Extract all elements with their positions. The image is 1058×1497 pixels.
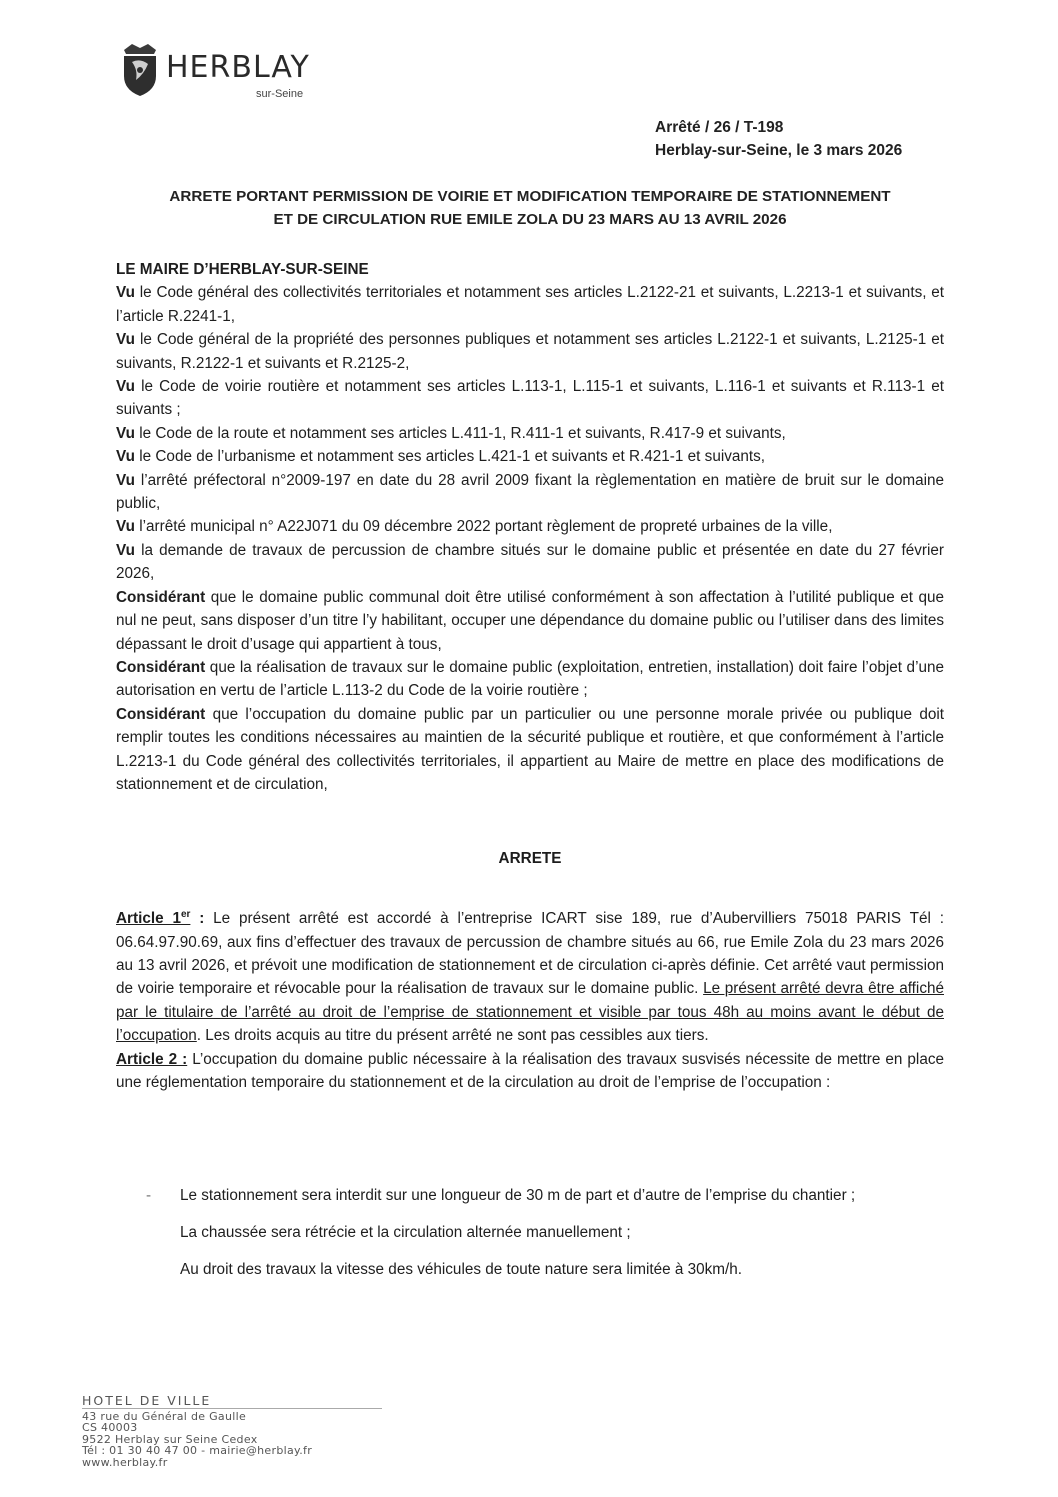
article-2-text: L’occupation du domaine public nécessaire à la réalisation des travaux susvisés nécessite de mettre en place une réglementation temporaire du stationnement et de la circulation au droit de l’emprise de l’occupation : (116, 1050, 944, 1091)
preamble-item (116, 703, 944, 797)
preamble-item (116, 281, 944, 328)
measure-item (146, 1220, 946, 1245)
preamble-item-lead: Vu (116, 378, 135, 396)
footer-line: 43 rue du Général de Gaulle (82, 1409, 247, 1423)
measure-item (146, 1183, 946, 1208)
crest-icon (118, 40, 162, 98)
preamble-item (116, 375, 944, 422)
measure-text: La chaussée sera rétrécie et la circulation alternée manuellement ; (180, 1224, 631, 1241)
footer-address (82, 1395, 382, 1468)
preamble-item (116, 656, 944, 703)
logo-subtitle: sur-Seine (256, 88, 304, 100)
articles (116, 903, 944, 1094)
arrete-reference: Arrêté / 26 / T-198 (655, 119, 784, 136)
preamble-item-text: le Code général de la propriété des personnes publiques et notamment ses articles L.2122-1 et suivants, L.2125-1 et suivants, R.2122-1 et suivants et R.2125-2, (116, 331, 944, 372)
maire-heading: LE MAIRE D’HERBLAY-SUR-SEINE (116, 261, 369, 278)
preamble-item-lead: Vu (116, 331, 135, 349)
article-1-display-notice: Le présent arrêté devra être affiché par le titulaire de l’arrêté au droit de l’emprise de stationnement et visible par tous 48h au moins avant le début de l’occupation (116, 980, 944, 1045)
logo-name: HERBLAY (166, 50, 310, 85)
place-date: Herblay-sur-Seine, le 3 mars 2026 (655, 142, 903, 159)
preamble-item-text: l’arrêté municipal n° A22J071 du 09 décembre 2022 portant règlement de propreté urbaines de la ville, (134, 518, 833, 536)
measure-bullet: - (146, 1187, 152, 1204)
preamble-list (116, 281, 944, 796)
reference-block (655, 116, 902, 162)
preamble (116, 258, 944, 796)
preamble-item-lead: Vu (116, 448, 135, 466)
preamble-item-lead: Vu (116, 518, 135, 536)
article-1: Article 1er : Le présent arrêté est accordé à l’entreprise ICART sise 189, rue d’Aubervilliers 75018 PARIS Tél : 06.64.97.90.69, aux fins d’effectuer des travaux de percussion de chambre situés au 66, rue Emile Zola du 23 mars 2026 au 13 avril 2026, et prévoit une modification de stationnement et de circulation ci-après définie. Cet arrêté vaut permission de voirie temporaire et révocable pour la réalisation de travaux sur le domaine public. Le présent arrêté devra être affiché par le titulaire de l’arrêté au droit de l’emprise de stationnement et visible par tous 48h au moins avant le début de l’occupation. Les droits acquis au titre du présent arrêté ne sont pas cessibles aux tiers. (116, 909, 944, 1045)
preamble-item (116, 328, 944, 375)
title-line-1: ARRETE PORTANT PERMISSION DE VOIRIE ET MODIFICATION TEMPORAIRE DE STATIONNEMENT (169, 188, 891, 205)
preamble-item-text: la demande de travaux de percussion de chambre situés sur le domaine public et présentée en date du 27 février 2026, (116, 541, 944, 583)
arrete-heading: ARRETE (498, 850, 562, 867)
herblay-logo (118, 40, 348, 110)
footer-line: CS 40003 (82, 1421, 138, 1434)
preamble-item-lead: Vu (116, 284, 135, 302)
preamble-item-text: le Code général des collectivités territoriales et notamment ses articles L.2122-21 et suivants, L.2213-1 et suivants, et l’article R.2241-1, (116, 284, 944, 325)
preamble-item (116, 539, 944, 586)
preamble-item-lead: Vu (116, 541, 135, 559)
article-1-text: Le présent arrêté est accordé à l’entreprise ICART sise 189, rue d’Aubervilliers 75018 PARIS Tél : 06.64.97.90.69, aux fins d’effectuer des travaux de percussion de chambre situés au 66, rue Emile Zola du 23 mars 2026 au 13 avril 2026, et prévoit une modification de stationnement et de circulation ci-après définie. Cet arrêté vaut permission de voirie temporaire et révocable pour la réalisation de travaux sur le domaine public. (116, 910, 944, 998)
document-title (100, 185, 960, 231)
title-line-2: ET DE CIRCULATION RUE EMILE ZOLA DU 23 MARS AU 13 AVRIL 2026 (273, 211, 787, 228)
preamble-item-text: que la réalisation de travaux sur le domaine public (exploitation, entretien, installation) doit faire l’objet d’une autorisation en vertu de l’article L.113-2 du Code de la voirie routière ; (116, 658, 944, 700)
preamble-item-lead: Considérant (116, 588, 206, 606)
preamble-item-text: le Code de voirie routière et notamment ses articles L.113-1, L.115-1 et suivants, L.116-1 et suivants et R.113-1 et suivants ; (116, 378, 944, 419)
preamble-item (116, 422, 944, 445)
preamble-item-text: le Code de l’urbanisme et notamment ses articles L.421-1 et suivants et R.421-1 et suivants, (134, 448, 766, 466)
preamble-item-lead: Considérant (116, 705, 206, 723)
footer-title: HOTEL DE VILLE (82, 1395, 382, 1409)
article-2-label: Article 2 : (116, 1050, 188, 1068)
article-1-label: Article 1er (116, 909, 191, 928)
measure-text: Le stationnement sera interdit sur une longueur de 30 m de part et d’autre de l’emprise du chantier ; (180, 1187, 856, 1204)
preamble-item-text: l’arrêté préfectoral n°2009-197 en date du 28 avril 2009 fixant la règlementation en matière de bruit sur le domaine public, (116, 471, 944, 513)
measure-item (146, 1257, 946, 1282)
preamble-item-lead: Vu (116, 471, 135, 489)
measure-text: Au droit des travaux la vitesse des véhicules de toute nature sera limitée à 30km/h. (180, 1261, 743, 1278)
preamble-item (116, 586, 944, 656)
article-2 (116, 1048, 944, 1095)
footer-line: 9522 Herblay sur Seine Cedex (82, 1432, 258, 1446)
measures-list (146, 1183, 946, 1294)
footer-line: Tél : 01 30 40 47 00 - mairie@herblay.fr (82, 1444, 313, 1457)
preamble-item (116, 469, 944, 516)
footer-line: www.herblay.fr (82, 1455, 168, 1469)
preamble-item (116, 445, 944, 468)
preamble-item-text: le Code de la route et notamment ses articles L.411-1, R.411-1 et suivants, R.417-9 et suivants, (134, 424, 786, 442)
preamble-item-lead: Considérant (116, 658, 206, 676)
preamble-item-text: que l’occupation du domaine public par un particulier ou une personne morale privée ou publique doit remplir toutes les conditions nécessaires au maintien de la sécurité publique et routière, et que conformément à l’article L.2213-1 du Code général des collectivités territoriales, il appartient au Maire de mettre en place des modifications de stationnement et de circulation, (116, 705, 944, 793)
preamble-item-lead: Vu (116, 424, 135, 442)
preamble-item-text: que le domaine public communal doit être utilisé conformément à son affectation à l’utilité publique et que nul ne peut, sans disposer d’un titre l’y habilitant, occuper une dépendance du domaine public ou l’utiliser dans des limites dépassant le droit d’usage qui appartient à tous, (116, 588, 944, 653)
preamble-item (116, 515, 944, 538)
